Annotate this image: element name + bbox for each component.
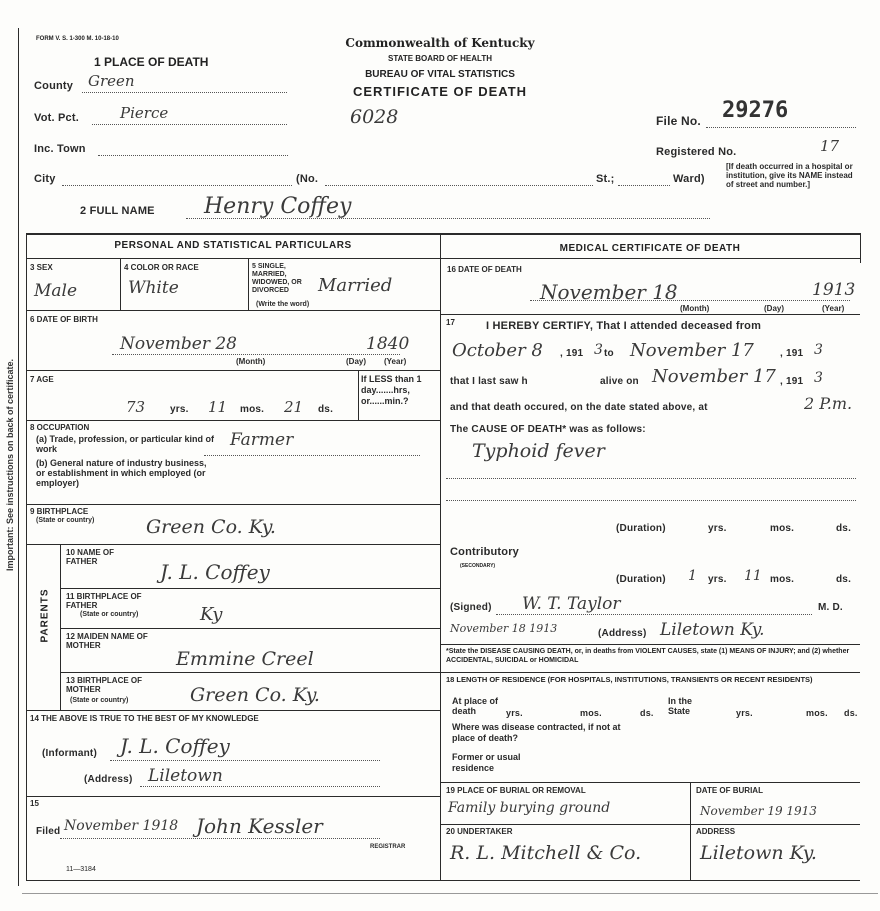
bureau: BUREAU OF VITAL STATISTICS xyxy=(365,69,515,80)
filed-line xyxy=(60,838,380,839)
personal-heading: PERSONAL AND STATISTICAL PARTICULARS xyxy=(114,240,352,251)
father-bp-sub: (State or country) xyxy=(80,611,139,618)
row-line-2 xyxy=(26,370,440,371)
no-label: (No. xyxy=(296,173,319,185)
age-years: 73 xyxy=(126,398,146,416)
in-state-label: In the State xyxy=(668,696,692,716)
certificate-title: CERTIFICATE OF DEATH xyxy=(352,84,528,99)
row-line-10 xyxy=(26,796,440,797)
row-line-5 xyxy=(26,544,440,545)
duration-ds: ds. xyxy=(836,523,852,534)
ward-note: [If death occurred in a hospital or institution, give its NAME instead of street and number.] xyxy=(726,162,853,189)
duration-mos: mos. xyxy=(770,523,795,534)
occupation-a: (a) Trade, profession, or particular kind of work xyxy=(36,434,215,454)
age-yrs-label: yrs. xyxy=(170,404,189,415)
bottom-edge xyxy=(22,893,878,894)
grid-right xyxy=(860,233,861,263)
med-address-value: Liletown Ky. xyxy=(660,620,765,640)
no-line xyxy=(325,185,593,186)
contrib-mos-label: mos. xyxy=(770,574,795,585)
registrar-label: REGISTRAR xyxy=(370,844,406,850)
res-yrs: yrs. xyxy=(506,708,523,718)
secondary-label: (SECONDARY) xyxy=(460,563,496,569)
to-word: to xyxy=(604,348,614,359)
dob-year-label: (Year) xyxy=(384,357,407,366)
marital-value: Married xyxy=(318,275,393,296)
und-address-value: Liletown Ky. xyxy=(700,842,817,864)
num15: 15 xyxy=(30,799,39,808)
father-label: 10 NAME OF FATHER xyxy=(66,548,115,566)
dod-year-label: (Year) xyxy=(822,304,845,313)
county-value: Green xyxy=(88,72,135,90)
mother-label: 12 MAIDEN NAME OF MOTHER xyxy=(66,632,148,650)
inc-line xyxy=(98,155,288,156)
father-bp-label: 11 BIRTHPLACE OF FATHER xyxy=(66,592,142,610)
state-yrs: yrs. xyxy=(736,708,753,718)
birthplace-sub: (State or country) xyxy=(36,517,95,524)
informant-label: (Informant) xyxy=(42,748,97,759)
contrib-duration-label: (Duration) xyxy=(616,574,666,585)
age-ds-label: ds. xyxy=(318,404,334,415)
to-label: , 191 xyxy=(560,348,584,359)
death-time: 2 P.m. xyxy=(804,394,853,413)
death-occurred-label: and that death occured, on the date stated above, at xyxy=(450,402,708,413)
row-line-3 xyxy=(26,420,440,421)
vot-line xyxy=(92,124,287,125)
inf-address-line xyxy=(140,786,380,787)
commonwealth: Commonwealth of Kentucky xyxy=(345,36,535,50)
certificate-number: 6028 xyxy=(350,106,399,128)
heading-bottom xyxy=(26,258,860,259)
city-line xyxy=(62,185,292,186)
mother-bp-value: Green Co. Ky. xyxy=(190,684,320,706)
row-line-4 xyxy=(26,504,440,505)
registered-label: Registered No. xyxy=(656,146,737,158)
undertaker-value: R. L. Mitchell & Co. xyxy=(450,842,642,864)
filed-label: Filed xyxy=(36,826,61,837)
color-value: White xyxy=(128,278,179,298)
contrib-mos: 11 xyxy=(744,568,762,584)
age-months: 11 xyxy=(208,398,228,416)
res-mos: mos. xyxy=(580,708,602,718)
signed-value: W. T. Taylor xyxy=(522,594,621,614)
burial-date-label: DATE OF BURIAL xyxy=(696,786,763,795)
dod-month-label: (Month) xyxy=(680,304,710,313)
duration-label: (Duration) xyxy=(616,523,666,534)
sex-divider xyxy=(120,258,121,310)
age-days: 21 xyxy=(284,398,304,416)
res-ds: ds. xyxy=(640,708,654,718)
from-year: 3 xyxy=(594,342,603,358)
occupation-line xyxy=(204,455,420,456)
mother-bp-sub: (State or country) xyxy=(70,697,129,704)
st-label: St.; xyxy=(596,173,615,185)
dod-year: 1913 xyxy=(812,280,856,300)
full-name-label: 2 FULL NAME xyxy=(80,205,155,217)
last-saw-191: , 191 xyxy=(780,376,804,387)
grid-left xyxy=(26,233,27,881)
certify-text: I HEREBY CERTIFY, That I attended deceased from xyxy=(486,320,762,332)
birthplace-label: 9 BIRTHPLACE xyxy=(30,507,89,516)
last-saw-mid: alive on xyxy=(600,376,639,387)
last-year: 3 xyxy=(814,370,823,386)
contributory-label: Contributory xyxy=(450,546,520,558)
num17: 17 xyxy=(446,318,455,327)
dob-day-label: (Day) xyxy=(346,357,367,366)
ward-label: Ward) xyxy=(673,173,705,185)
state-ds: ds. xyxy=(844,708,858,718)
und-address-label: ADDRESS xyxy=(696,827,736,836)
last-saw-label: that I last saw h xyxy=(450,376,528,387)
cause-label: The CAUSE OF DEATH* was as follows: xyxy=(450,424,646,435)
file-no-value: 29276 xyxy=(722,98,789,123)
to-label-2: , 191 xyxy=(780,348,804,359)
grid-bottom-right xyxy=(440,880,860,881)
row-line-6 xyxy=(60,588,440,589)
row-line-r1 xyxy=(440,314,860,315)
contrib-yrs: 1 xyxy=(688,568,697,584)
dod-day-label: (Day) xyxy=(764,304,785,313)
occupation-value: Farmer xyxy=(230,430,294,450)
signed-date: November 18 1913 xyxy=(450,622,558,635)
filed-value: November 1918 xyxy=(64,818,179,834)
parents-label: PARENTS xyxy=(39,588,51,643)
signed-label: (Signed) xyxy=(450,602,492,613)
if-less-label: If LESS than 1 day.......hrs, or......min.? xyxy=(361,374,422,406)
row-line-8 xyxy=(60,672,440,673)
occupation-label: 8 OCCUPATION xyxy=(30,423,90,432)
form-footer: 11—3184 xyxy=(66,866,96,873)
file-no-label: File No. xyxy=(656,114,701,128)
birthplace-value: Green Co. Ky. xyxy=(146,516,276,538)
color-divider xyxy=(248,258,249,310)
county-label: County xyxy=(34,80,74,92)
row-line-7 xyxy=(60,628,440,629)
vot-value: Pierce xyxy=(120,104,169,122)
where-contracted: Where was disease contracted, if not at place of death? xyxy=(452,722,621,743)
burial-date-value: November 19 1913 xyxy=(700,804,817,818)
parents-divider xyxy=(60,544,61,710)
inf-address-label: (Address) xyxy=(84,774,133,785)
vot-label: Vot. Pct. xyxy=(34,112,79,124)
row-line-r2 xyxy=(440,644,860,645)
st-line xyxy=(618,185,670,186)
footnote: *State the DISEASE CAUSING DEATH, or, in deaths from VIOLENT CAUSES, state (1) MEANS OF INJURY; and (2) whether ACCIDENTAL, SUICIDAL or HOMICIDAL xyxy=(446,648,850,664)
informant-line xyxy=(110,760,380,761)
row-line-1 xyxy=(26,310,440,311)
burial-divider xyxy=(690,782,691,880)
marital-write: (Write the word) xyxy=(256,301,310,308)
cause-value: Typhoid fever xyxy=(472,440,605,462)
county-line xyxy=(82,92,287,93)
left-margin-line xyxy=(18,28,19,886)
last-saw-value: November 17 xyxy=(652,366,776,387)
sex-label: 3 SEX xyxy=(30,263,53,272)
mother-value: Emmine Creel xyxy=(176,648,314,670)
grid-top xyxy=(26,233,860,235)
med-address-label: (Address) xyxy=(598,628,647,639)
inc-town-label: Inc. Town xyxy=(34,143,86,155)
md-label: M. D. xyxy=(818,602,843,613)
cause-line-2 xyxy=(446,500,856,501)
row-line-r5 xyxy=(440,824,860,825)
age-mos-label: mos. xyxy=(240,404,265,415)
dod-label: 16 DATE OF DEATH xyxy=(447,265,522,274)
state-mos: mos. xyxy=(806,708,828,718)
at-place-label: At place of death xyxy=(452,696,499,716)
dob-year: 1840 xyxy=(366,334,410,354)
form-code: FORM V. S. 1-300 M. 10-18-10 xyxy=(36,36,119,42)
grid-center xyxy=(440,233,441,881)
contrib-yrs-label: yrs. xyxy=(708,574,727,585)
dob-month-label: (Month) xyxy=(236,357,266,366)
row-line-r4 xyxy=(440,782,860,783)
father-bp-value: Ky xyxy=(200,604,223,625)
mother-bp-label: 13 BIRTHPLACE OF MOTHER xyxy=(66,676,143,694)
age-divider xyxy=(358,370,359,420)
dob-value: November 28 xyxy=(120,334,237,354)
father-value: J. L. Coffey xyxy=(160,560,270,584)
marital-label: 5 SINGLE, MARRIED, WIDOWED, OR DIVORCED xyxy=(252,263,302,294)
burial-label: 19 PLACE OF BURIAL OR REMOVAL xyxy=(446,786,586,795)
attended-from: October 8 xyxy=(452,340,543,361)
dod-value: November 18 xyxy=(540,280,678,304)
registered-value: 17 xyxy=(820,137,840,155)
burial-value: Family burying ground xyxy=(448,800,611,816)
board: STATE BOARD OF HEALTH xyxy=(388,54,492,63)
file-no-line xyxy=(706,127,856,128)
grid-bottom-left xyxy=(26,880,440,881)
full-name-value: Henry Coffey xyxy=(204,194,352,219)
row-line-9 xyxy=(26,710,440,711)
dob-label: 6 DATE OF BIRTH xyxy=(30,315,98,324)
color-label: 4 COLOR OR RACE xyxy=(124,263,199,272)
attended-to: November 17 xyxy=(630,340,754,361)
duration-yrs: yrs. xyxy=(708,523,727,534)
city-label: City xyxy=(34,173,56,185)
age-label: 7 AGE xyxy=(30,375,54,384)
contrib-ds-label: ds. xyxy=(836,574,852,585)
occupation-b: (b) General nature of industry business, or establishment in which employed (or employer) xyxy=(36,458,207,488)
sex-value: Male xyxy=(34,281,78,301)
medical-heading: MEDICAL CERTIFICATE OF DEATH xyxy=(559,243,741,254)
informant-value: J. L. Coffey xyxy=(120,734,230,758)
true-statement: 14 THE ABOVE IS TRUE TO THE BEST OF MY KNOWLEDGE xyxy=(30,714,259,723)
registrar-value: John Kessler xyxy=(196,814,323,838)
residence-label: 18 LENGTH OF RESIDENCE (FOR HOSPITALS, INSTITUTIONS, TRANSIENTS OR RECENT RESIDENTS) xyxy=(446,675,813,684)
row-line-r3 xyxy=(440,672,860,673)
cause-line-1 xyxy=(446,478,856,479)
signed-line xyxy=(496,614,812,615)
undertaker-label: 20 UNDERTAKER xyxy=(446,827,513,836)
to-year: 3 xyxy=(814,342,823,358)
inf-address-value: Liletown xyxy=(148,766,223,786)
former-residence: Former or usual residence xyxy=(452,752,521,773)
sidebar-instructions: Important: See instructions on back of certificate. xyxy=(5,358,15,572)
dob-line xyxy=(112,354,400,355)
place-of-death-label: 1 PLACE OF DEATH xyxy=(94,55,209,69)
